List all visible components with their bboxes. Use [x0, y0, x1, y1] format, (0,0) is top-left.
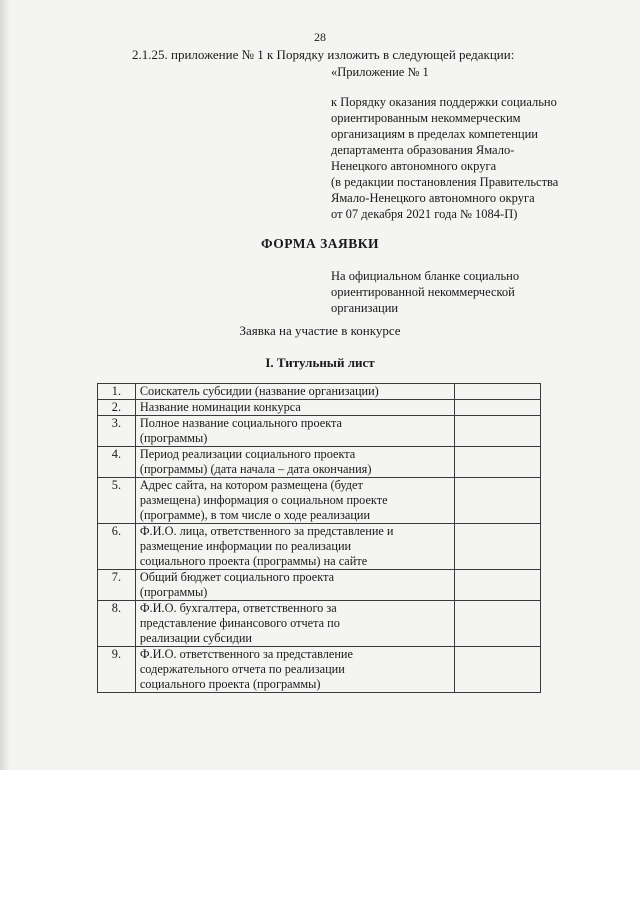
row-value-cell[interactable] — [454, 447, 540, 478]
row-label-line: (программы) — [139, 585, 208, 599]
row-label-line: содержательного отчета по реализации — [139, 662, 345, 676]
appendix-line: Ямало-Ненецкого автономного округа — [331, 191, 535, 205]
row-label-line: реализации субсидии — [139, 631, 253, 645]
row-label — [135, 447, 454, 478]
row-number: 3. — [98, 416, 136, 447]
appendix-header — [331, 64, 621, 222]
row-label-line: (программы) (дата начала – дата окончания) — [139, 462, 372, 476]
appendix-line: ориентированным некоммерческим — [331, 111, 521, 125]
row-value-cell[interactable] — [454, 601, 540, 647]
row-label — [135, 647, 454, 693]
table-row — [98, 416, 541, 447]
table-row — [98, 647, 541, 693]
appendix-line: организациям в пределах компетенции — [331, 127, 538, 141]
row-label-line: Полное название социального проекта — [139, 416, 342, 430]
row-value-cell[interactable] — [454, 524, 540, 570]
appendix-line: Ненецкого автономного округа — [331, 159, 497, 173]
table-row — [98, 384, 541, 400]
row-label-line: размещение информации по реализации — [139, 539, 352, 553]
appendix-line: к Порядку оказания поддержки социально — [331, 95, 557, 109]
form-title: ФОРМА ЗАЯВКИ — [260, 236, 380, 251]
appendix-line: от 07 декабря 2021 года № 1084-П) — [331, 207, 518, 221]
page-number: 28 — [314, 30, 326, 44]
row-number: 7. — [98, 570, 136, 601]
table-row — [98, 601, 541, 647]
row-number: 5. — [98, 478, 136, 524]
row-value-cell[interactable] — [454, 384, 540, 400]
row-label-line: Ф.И.О. бухгалтера, ответственного за — [139, 601, 337, 615]
blank-note-line: ориентированной некоммерческой — [331, 285, 515, 299]
row-label-line: представление финансового отчета по — [139, 616, 340, 630]
blank-note-line: На официальном бланке социально — [331, 269, 520, 283]
row-label-line: Период реализации социального проекта — [139, 447, 356, 461]
scan-edge-shadow — [0, 0, 10, 770]
row-label — [135, 601, 454, 647]
row-label-line: размещена) информация о социальном проекте — [139, 493, 388, 507]
blank-note-line: организации — [331, 301, 399, 315]
blank-note — [331, 268, 591, 316]
appendix-title: «Приложение № 1 — [331, 65, 429, 79]
row-label-line: (программе), в том числе о ходе реализации — [139, 508, 371, 522]
row-label — [135, 400, 454, 416]
row-label — [135, 416, 454, 447]
table-row — [98, 400, 541, 416]
row-number: 8. — [98, 601, 136, 647]
row-label — [135, 524, 454, 570]
row-value-cell[interactable] — [454, 570, 540, 601]
appendix-line: (в редакции постановления Правительства — [331, 175, 559, 189]
row-label-line: Соискатель субсидии (название организации) — [139, 384, 379, 398]
row-label — [135, 570, 454, 601]
appendix-line: департамента образования Ямало- — [331, 143, 515, 157]
row-value-cell[interactable] — [454, 400, 540, 416]
row-label-line: Название номинации конкурса — [139, 400, 301, 414]
row-label-line: Адрес сайта, на котором размещена (будет — [139, 478, 363, 492]
row-number: 2. — [98, 400, 136, 416]
row-label-line: социального проекта (программы) — [139, 677, 321, 691]
row-number: 9. — [98, 647, 136, 693]
row-number: 1. — [98, 384, 136, 400]
row-number: 4. — [98, 447, 136, 478]
application-title: Заявка на участие в конкурсе — [239, 323, 401, 338]
section-title: I. Титульный лист — [265, 355, 375, 370]
row-value-cell[interactable] — [454, 416, 540, 447]
row-value-cell[interactable] — [454, 647, 540, 693]
row-value-cell[interactable] — [454, 478, 540, 524]
row-label-line: (программы) — [139, 431, 208, 445]
row-label-line: Общий бюджет социального проекта — [139, 570, 335, 584]
row-label — [135, 384, 454, 400]
row-label-line: Ф.И.О. лица, ответственного за представление и — [139, 524, 394, 538]
table-row — [98, 524, 541, 570]
table-row — [98, 447, 541, 478]
row-number: 6. — [98, 524, 136, 570]
table-row — [98, 478, 541, 524]
blank-area — [0, 770, 640, 905]
row-label-line: социального проекта (программы) на сайте — [139, 554, 368, 568]
row-label-line: Ф.И.О. ответственного за представление — [139, 647, 353, 661]
title-page-table — [97, 383, 541, 693]
row-label — [135, 478, 454, 524]
amendment-text: 2.1.25. приложение № 1 к Порядку изложить в следующей редакции: — [132, 47, 515, 62]
table-row — [98, 570, 541, 601]
